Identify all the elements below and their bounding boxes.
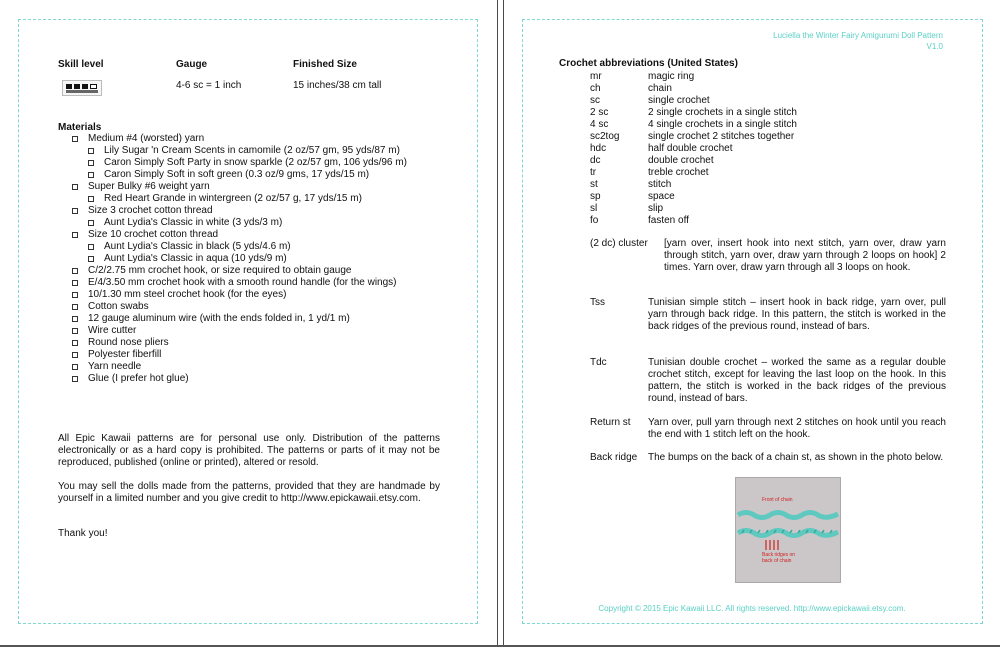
checkbox-icon	[72, 208, 78, 214]
list-item: 10/1.30 mm steel crochet hook (for the eyes)	[70, 289, 480, 301]
tss-definition	[590, 297, 946, 345]
checkbox-icon	[88, 148, 94, 154]
term-definition: Yarn over, pull yarn through next 2 stitches on hook until you reach the end with 1 stitch left on the hook.	[648, 417, 946, 440]
list-item: Super Bulky #6 weight yarn	[70, 181, 480, 193]
list-item: Size 3 crochet cotton thread	[70, 205, 480, 217]
list-item: Round nose pliers	[70, 337, 480, 349]
return-st-definition	[590, 417, 946, 441]
checkbox-icon	[72, 316, 78, 322]
pattern-title-header: Luciella the Winter Fairy Amigurumi Doll Pattern	[773, 31, 943, 40]
checkbox-icon	[72, 292, 78, 298]
list-item: Polyester fiberfill	[70, 349, 480, 361]
checkbox-icon	[72, 136, 78, 142]
term-label: Return st	[590, 417, 631, 428]
checkbox-icon	[72, 364, 78, 370]
checkbox-icon	[88, 220, 94, 226]
term-label: Back ridge	[590, 452, 638, 463]
list-item: Glue (I prefer hot glue)	[70, 373, 480, 385]
list-item: Red Heart Grande in wintergreen (2 oz/57 g, 17 yds/15 m)	[70, 193, 480, 205]
checkbox-icon	[72, 376, 78, 382]
back-ridge-definition	[590, 452, 946, 476]
term-definition: Tunisian double crochet – worked the same as a regular double crochet stitch, except for leaving the last loop on the hook. In this pattern, the stitch is worked in the back ridges of the previous round, instead of bars.	[648, 357, 946, 404]
sell-note: You may sell the dolls made from the patterns, provided that they are handmade by yourself in a limited number and you give credit to http://www.epickawaii.etsy.com.	[58, 481, 440, 504]
checkbox-icon	[72, 184, 78, 190]
checkbox-icon	[88, 196, 94, 202]
checkbox-icon	[72, 304, 78, 310]
checkbox-icon	[88, 256, 94, 262]
left-page	[0, 0, 497, 647]
list-item: Aunt Lydia's Classic in white (3 yds/3 m)	[70, 217, 480, 229]
back-ridge-label: Back ridges on back of chain	[762, 552, 796, 564]
list-item: E/4/3.50 mm crochet hook with a smooth round handle (for the wings)	[70, 277, 480, 289]
front-of-chain-label: Front of chain	[762, 497, 793, 503]
list-item: Caron Simply Soft Party in snow sparkle (2 oz/57 gm, 106 yds/96 m)	[70, 157, 480, 169]
gauge-heading: Gauge	[176, 59, 208, 70]
checkbox-icon	[72, 268, 78, 274]
checkbox-icon	[72, 328, 78, 334]
checkbox-icon	[88, 244, 94, 250]
list-item: Aunt Lydia's Classic in aqua (10 yds/9 m)	[70, 253, 480, 265]
gauge-value: 4-6 sc = 1 inch	[176, 80, 242, 91]
list-item: Wire cutter	[70, 325, 480, 337]
cluster-definition	[590, 238, 946, 286]
list-item: Caron Simply Soft in soft green (0.3 oz/9 gms, 17 yds/15 m)	[70, 169, 480, 181]
materials-list	[70, 133, 480, 385]
right-page: Luciella the Winter Fairy Amigurumi Doll Pattern V1.0 Crochet abbreviations (United States) mr magic ring ch chain sc single crochet 2 sc 2 single crochets in a single stitch 4 sc 4 single crochets in a single stitch sc2tog single crochet 2 stitches together hdc half double crochet dc double crochet tr treble crochet st stitch sp space sl slip fo fasten off (2 dc) cluster [yarn over, insert hook into next stitch, yarn over, draw yarn through stitch, yarn over, draw yarn through 2 loops on hook] 2 times. Yarn over, draw yarn through all 3 loops on hook. Tss Tunisian simple stitch – insert hook in back ridge, yarn over, pull yarn through back ridge. In this pattern, the stitch is worked in the back ridges of the previous round, instead of bars. Tdc Tunisian double crochet – worked the same as a regular double crochet stitch, except for leaving the last loop on the hook. In this pattern, the stitch is worked in the back ridges of the previous round, instead of bars. Return st Yarn over, pull yarn through next 2 stitches on hook until you reach the end with 1 stitch left on the hook. Back ridge The bumps on the back of a chain st, as shown in the photo below. Front of chain Back ridges on back of chain Copyright © 2015 Epic Kawaii LLC. All rights reserved. http://www.epickawaii.etsy.com.	[504, 0, 1000, 647]
list-item: 12 gauge aluminum wire (with the ends folded in, 1 yd/1 m)	[70, 313, 480, 325]
term-label: Tss	[590, 297, 605, 308]
checkbox-icon	[88, 160, 94, 166]
abbreviations-heading: Crochet abbreviations (United States)	[559, 58, 738, 69]
thank-you: Thank you!	[58, 528, 108, 539]
list-item: Medium #4 (worsted) yarn	[70, 133, 480, 145]
skill-level-easy-icon	[62, 80, 102, 96]
copyright-footer: Copyright © 2015 Epic Kawaii LLC. All rights reserved. http://www.epickawaii.etsy.com.	[598, 604, 906, 613]
checkbox-icon	[72, 280, 78, 286]
list-item: Size 10 crochet cotton thread	[70, 229, 480, 241]
list-item: Aunt Lydia's Classic in black (5 yds/4.6 m)	[70, 241, 480, 253]
list-item: C/2/2.75 mm crochet hook, or size required to obtain gauge	[70, 265, 480, 277]
term-definition: The bumps on the back of a chain st, as shown in the photo below.	[648, 452, 944, 463]
page-gutter	[497, 0, 504, 647]
back-ridge-label-line2: back of chain	[762, 558, 792, 564]
term-definition: [yarn over, insert hook into next stitch, yarn over, draw yarn through stitch, yarn over, draw yarn through 2 loops on hook] 2 times. Yarn over, draw yarn through all 3 loops on hook.	[664, 238, 946, 273]
term-definition: Tunisian simple stitch – insert hook in back ridge, yarn over, pull yarn through back ridge. In this pattern, the stitch is worked in the back ridges of the previous round, instead of bars.	[648, 297, 946, 332]
chain-back-ridge-photo	[735, 477, 841, 583]
checkbox-icon	[88, 172, 94, 178]
skill-level-heading: Skill level	[58, 59, 104, 70]
tdc-definition	[590, 357, 946, 405]
term-label: (2 dc) cluster	[590, 238, 648, 249]
usage-notice: All Epic Kawaii patterns are for personal use only. Distribution of the patterns electronically or as a hard copy is prohibited. The patterns or parts of it may not be reproduced, published (online or printed), altered or resold.	[58, 433, 440, 468]
checkbox-icon	[72, 352, 78, 358]
finished-size-heading: Finished Size	[293, 59, 357, 70]
list-item: Lily Sugar 'n Cream Scents in camomile (2 oz/57 gm, 95 yds/87 m)	[70, 145, 480, 157]
checkbox-icon	[72, 232, 78, 238]
term-label: Tdc	[590, 357, 607, 368]
checkbox-icon	[72, 340, 78, 346]
list-item: Cotton swabs	[70, 301, 480, 313]
materials-heading: Materials	[58, 122, 102, 133]
list-item: Yarn needle	[70, 361, 480, 373]
version-label: V1.0	[926, 42, 943, 51]
finished-size-value: 15 inches/38 cm tall	[293, 80, 382, 91]
chain-photo-icon	[736, 478, 840, 582]
